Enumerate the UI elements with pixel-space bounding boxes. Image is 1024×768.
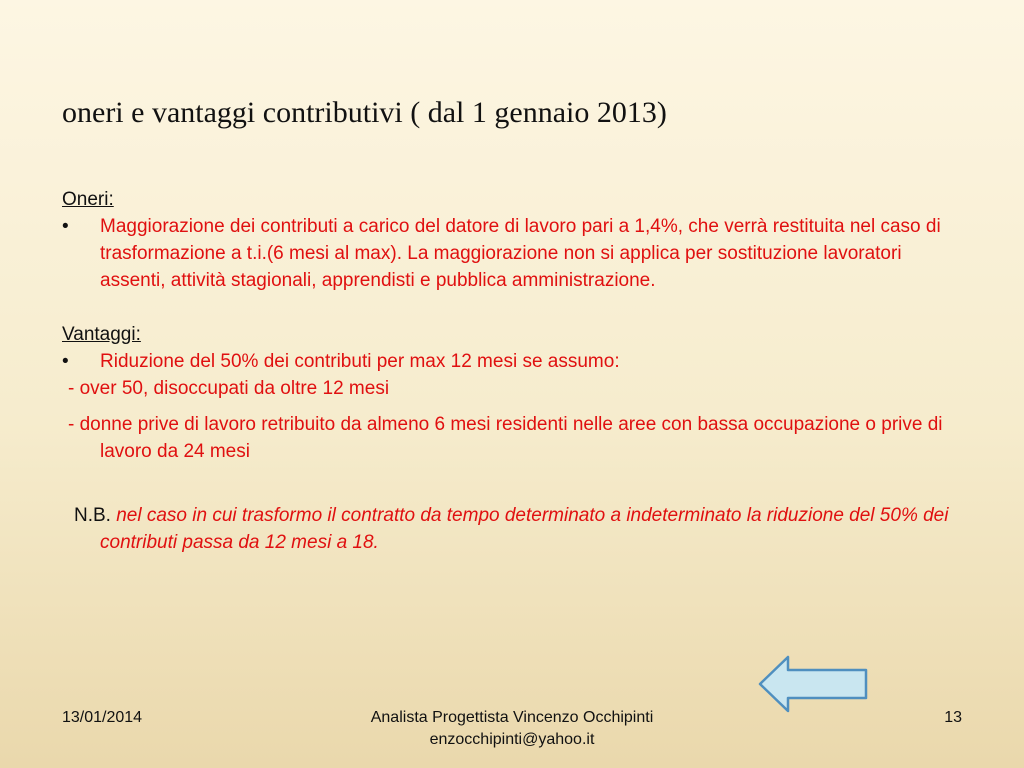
vantaggi-item: - donne prive di lavoro retribuito da almeno 6 mesi residenti nelle aree con bassa occupazione o prive di lavoro da 24 mesi [68,414,943,462]
back-arrow-shape[interactable] [760,657,866,711]
oneri-heading: Oneri: [62,189,114,210]
bullet-icon: • [62,351,69,372]
vantaggi-bullet-text: Riduzione del 50% dei contributi per max 12 mesi se assumo: [100,351,620,372]
vantaggi-heading: Vantaggi: [62,324,141,345]
page-number: 13 [944,709,962,726]
oneri-bullet-text: Maggiorazione dei contributi a carico del datore di lavoro pari a 1,4%, che verrà restituita nel caso di trasformazione a t.i.(6 mesi al max). La maggiorazione non si applica per sostituzione lavoratori assenti, attività stagionali, apprendisti e pubblica amministrazione. [100,216,941,291]
footer-author-email: enzocchipinti@yahoo.it [429,731,595,748]
slide-title: oneri e vantaggi contributivi ( dal 1 gennaio 2013) [62,96,667,129]
note-text: nel caso in cui trasformo il contratto da tempo determinato a indeterminato la riduzione del 50% dei contributi passa da 12 mesi a 18. [100,505,949,553]
note [62,502,962,556]
oneri-bullet [62,213,962,294]
left-arrow-icon[interactable] [758,655,870,713]
slide-body [62,186,962,556]
bullet-icon: • [62,216,69,237]
footer-author-name: Analista Progettista Vincenzo Occhipinti [370,709,654,726]
vantaggi-item: - over 50, disoccupati da oltre 12 mesi [68,378,390,399]
footer-date: 13/01/2014 [62,709,143,726]
footer-author [312,707,712,751]
note-label: N.B. [74,505,111,526]
vantaggi-bullet [62,348,962,375]
